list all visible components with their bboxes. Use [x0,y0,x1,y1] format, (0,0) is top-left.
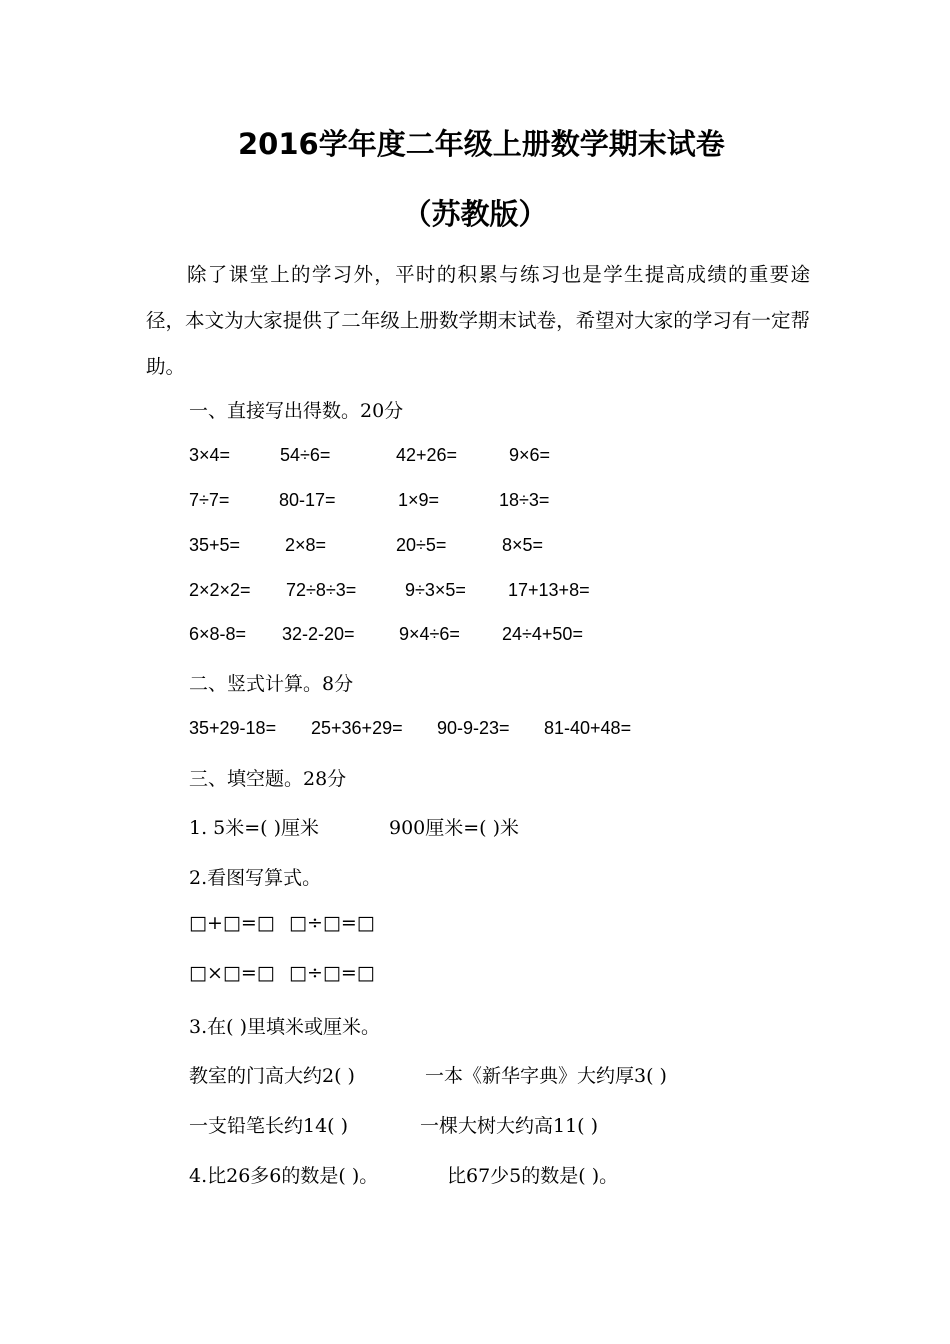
calc-item: 6×8-8= [189,624,247,644]
question-4-part-a: 4.比26多6的数是( )。 [189,1165,379,1187]
question-3-item: 一棵大树大约高11( ) [420,1115,599,1137]
calc-item: 1×9= [398,490,440,510]
calc-item: 17+13+8= [508,580,590,600]
calc-item: 8×5= [502,535,544,555]
calc-item: 35+29-18= [189,718,277,738]
calc-item: 2×8= [285,535,327,555]
question-4-part-b: 比67少5的数是( )。 [447,1165,619,1187]
calc-item: 90-9-23= [437,718,510,738]
calc-item: 25+36+29= [311,718,403,738]
calc-item: 35+5= [189,535,241,555]
section-2-title: 二、竖式计算。8分 [189,673,354,695]
calc-item: 18÷3= [499,490,550,510]
formula-item: □÷□=□ [289,912,375,934]
calc-item: 81-40+48= [544,718,632,738]
formula-item: □×□=□ [189,962,275,984]
calc-item: 24÷4+50= [502,624,583,644]
calc-item: 3×4= [189,445,231,465]
question-3-item: 一支铅笔长约14( ) [189,1115,349,1137]
calc-item: 80-17= [279,490,336,510]
calc-item: 9÷3×5= [405,580,466,600]
calc-item: 42+26= [396,445,458,465]
question-3-item: 教室的门高大约2( ) [189,1065,355,1087]
formula-item: □+□=□ [189,912,275,934]
section-3-title: 三、填空题。28分 [189,768,347,790]
question-3-item: 一本《新华字典》大约厚3( ) [425,1065,667,1087]
calc-item: 72÷8÷3= [286,580,357,600]
page-subtitle: （苏教版） [402,197,548,231]
page-title: 2016学年度二年级上册数学期末试卷 [238,127,725,161]
question-2-title: 2.看图写算式。 [189,867,322,889]
calc-item: 20÷5= [396,535,447,555]
section-1-title: 一、直接写出得数。20分 [189,400,404,422]
calc-item: 32-2-20= [282,624,355,644]
calc-item: 54÷6= [280,445,331,465]
question-1-part-a: 1. 5米=( )厘米 [189,817,320,839]
question-3-title: 3.在( )里填米或厘米。 [189,1016,380,1038]
question-1-part-b: 900厘米=( )米 [389,817,520,839]
calc-item: 9×6= [509,445,551,465]
calc-item: 9×4÷6= [399,624,460,644]
intro-paragraph: 除了课堂上的学习外，平时的积累与练习也是学生提高成绩的重要途径，本文为大家提供了二年级上册数学期末试卷，希望对大家的学习有一定帮助。 [146,263,810,378]
calc-item: 7÷7= [189,490,230,510]
calc-item: 2×2×2= [189,580,251,600]
formula-item: □÷□=□ [289,962,375,984]
